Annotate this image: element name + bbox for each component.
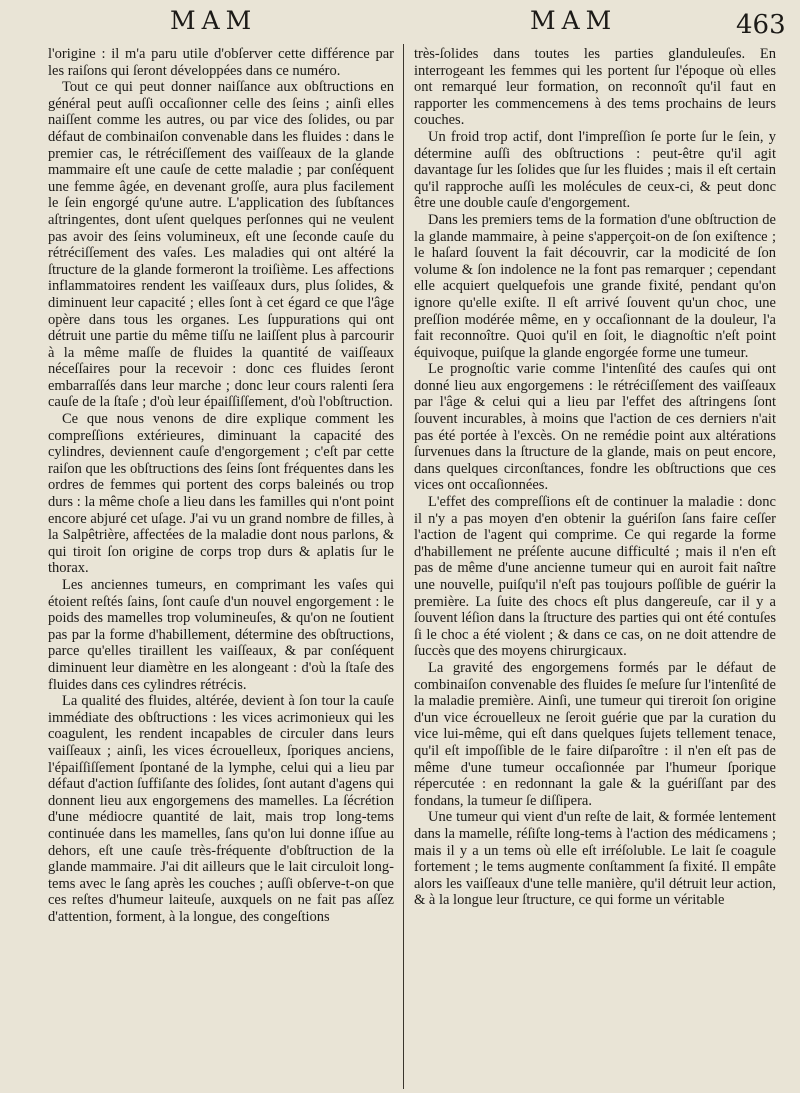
paragraph: Le prognoſtic varie comme l'intenſité des cauſes qui ont donné lieu aux engorgemens : le rétréciſſement des vaiſſeaux par l'âge & celui qui a lieu par l'effet des aſtringens ſont ſouvent incurables, à moins que l'action de ces derniers n'ait pas été portée à l'excès. On ne remédie point aux altérations ſurvenues dans la ſtructure de la glande, mais on peut encore, dans quelques circonſtances, fondre les obſtructions que ces vices ont occaſionnées. xyxy=(414,361,776,494)
paragraph: Les anciennes tumeurs, en comprimant les vaſes qui étoient reſtés ſains, ſont cauſe d'un nouvel engorgement : le poids des mamelles trop volumineuſes, & qu'on ne ſoutient pas par la forme d'habillement, détermine des obſtructions, parce qu'elles tiraillent les vaiſſeaux, & par conſéquent diminuent leur diamètre en les alongeant : d'où la ſtaſe des fluides dans ces cylindres rétrécis. xyxy=(48,577,394,693)
paragraph: Dans les premiers tems de la formation d'une obſtruction de la glande mammaire, à peine s'apperçoit-on de ſon exiſtence ; le haſard ſouvent la fait découvrir, car la modicité de ſon volume & ſon indolence ne la font pas remarquer ; cependant elle acquiert quelquefois une grande fixité, pendant qu'on ignore qu'elle exiſte. Il eſt arrivé ſouvent qu'un choc, une preſſion modérée même, en y occaſionnant de la douleur, l'a fait reconnoître. Quoi qu'il en ſoit, le diagnoſtic n'eſt point équivoque, puiſque la glande engorgée forme une tumeur. xyxy=(414,211,776,361)
paragraph: Ce que nous venons de dire explique comment les compreſſions extérieures, diminuant la capacité des cylindres, deviennent cauſe d'engorgement ; c'eſt par cette raiſon que les obſtructions des ſeins ſont fréquentes dans les ordres de femmes qui portent des corps baleinés ou trop durs : la même choſe a lieu dans les familles qui n'ont point encore abjuré cet uſage. J'ai vu un grand nombre de filles, à la Salpêtrière, affectées de la maladie dont nous parlons, & qui tiroit ſon origine de corps trop durs & aplatis ſur le thorax. xyxy=(48,411,394,577)
paragraph: La gravité des engorgemens formés par le défaut de combinaiſon convenable des fluides ſe meſure ſur l'intenſité de la maladie première. Ainſi, une tumeur qui tireroit ſon origine d'un vice écrouelleux ne ſeroit guérie que par la curation du vice lui-même, qui eſt dans quelques ſujets tellement tenace, qu'il eſt impoſſible de le faire diſparoître : il n'en eſt pas de même d'une tumeur occaſionnée par l'humeur ſporique répercutée : en redonnant la gale & la guériſſant par des fondans, la tumeur ſe diſſipera. xyxy=(414,659,776,809)
paragraph: Une tumeur qui vient d'un reſte de lait, & formée lentement dans la mamelle, réſiſte long-tems à l'action des médicamens ; mais il y a un tems où elle eſt irréſoluble. Le lait ſe coagule fortement ; le tems augmente conſtamment ſa fixité. Il empâte alors les vaiſſeaux d'une telle manière, qu'il détruit leur action, & à la longue leur ſtructure, ce qui forme un véritable xyxy=(414,809,776,909)
page-number: 463 xyxy=(736,10,786,40)
column-divider xyxy=(403,44,404,1089)
paragraph: La qualité des fluides, altérée, devient à ſon tour la cauſe immédiate des obſtructions : les vices acrimonieux qui les coagulent, les rendent incapables de circuler dans leurs vaiſſeaux ; ainſi, les vices écrouelleux, ſporiques anciens, l'épaiſſiſſement ſpontané de la lymphe, celui qui a lieu par défaut d'action ſuffiſante des ſolides, ſont autant d'agens qui donnent lieu aux engorgemens des mamelles. La ſécrétion d'une médiocre quantité de lait, mais trop long-tems continuée dans les mamelles, ſans qu'on lui donne iſſue au dehors, eſt une cauſe très-fréquente d'obſtruction de la glande mammaire. J'ai dit ailleurs que le lait circuloit long-tems avec le ſang après les couches ; auſſi obſerve-t-on que ces reſtes d'humeur laiteuſe, auxquels on ne fait pas aſſez d'attention, forment, à la longue, des congeſtions xyxy=(48,693,394,925)
left-column xyxy=(48,46,394,1086)
paragraph: L'effet des compreſſions eſt de continuer la maladie : donc il n'y a pas moyen d'en obtenir la guériſon ſans faire ceſſer l'action de l'agent qui comprime. Ce qui regarde la forme d'habillement ne préſente aucune difficulté ; mais il n'en eſt pas de même d'une ancienne tumeur qui en auroit fait naître une nouvelle, puiſqu'il n'eſt pas toujours poſſible de guérir la première. La ſuite des chocs eſt plus dangereuſe, car il y a ſouvent léſion dans la ſtructure des parties qui ont été contuſes ſi le choc a été violent ; & dans ce cas, on ne doit attendre de ſuccès que des moyens chirurgicaux. xyxy=(414,494,776,660)
paragraph: Un froid trop actif, dont l'impreſſion ſe porte ſur le ſein, y détermine auſſi des obſtructions : peut-être qu'il agit davantage ſur les ſolides que ſur les fluides ; mais il eſt certain qu'il rapproche auſſi les molécules de ceux-ci, & peut donc être une double cauſe d'engorgement. xyxy=(414,128,776,212)
running-head-right: MAM xyxy=(530,6,618,35)
paragraph: très-ſolides dans toutes les parties glanduleuſes. En interrogeant les femmes qui les portent ſur l'époque où elles ont remarqué leur formation, on reconnoît qu'il faut en rapporter les commencemens à des tems prochains de leurs couches. xyxy=(414,46,776,129)
paragraph: Tout ce qui peut donner naiſſance aux obſtructions en général peut auſſi occaſionner celle des ſeins ; ainſi elles naiſſent comme les autres, ou par vice des ſolides, ou par défaut de combinaiſon convenable dans les fluides : dans le premier cas, le rétréciſſement des vaiſſeaux de la glande mammaire eſt une cauſe de cette maladie ; par conſéquent une femme âgée, en devenant groſſe, aura plus facilement le ſein engorgé qu'une autre. L'application des ſubſtances aſtringentes, dont uſent quelques perſonnes qui ne veulent pas avoir des ſeins volumineux, eſt une ſeconde cauſe du rétréciſſement des vaſes. Les maladies qui ont altéré la ſtructure de la glande formeront la troiſième. Les affections inflammatoires rendent les vaiſſeaux durs, plus ſolides, & diminuent leur capacité ; elles ſont à cet égard ce que l'âge opère dans tous les organes. Les ſuppurations qui ont détruit une partie du même tiſſu ne laiſſent plus à parcourir à la même maſſe de fluides la quantité de vaiſſeaux néceſſaires pour la recevoir : donc ces fluides ſeront embarraſſés dans leur marche ; donc leur cours ralenti ſera cauſe de la ſtaſe ; d'où leur épaiſſiſſement, d'où l'obſtruction. xyxy=(48,79,394,411)
running-head-left: MAM xyxy=(170,6,258,35)
paragraph: l'origine : il m'a paru utile d'obſerver cette différence par les raiſons qui ſeront développées dans ce numéro. xyxy=(48,46,394,79)
right-column xyxy=(414,46,776,1086)
